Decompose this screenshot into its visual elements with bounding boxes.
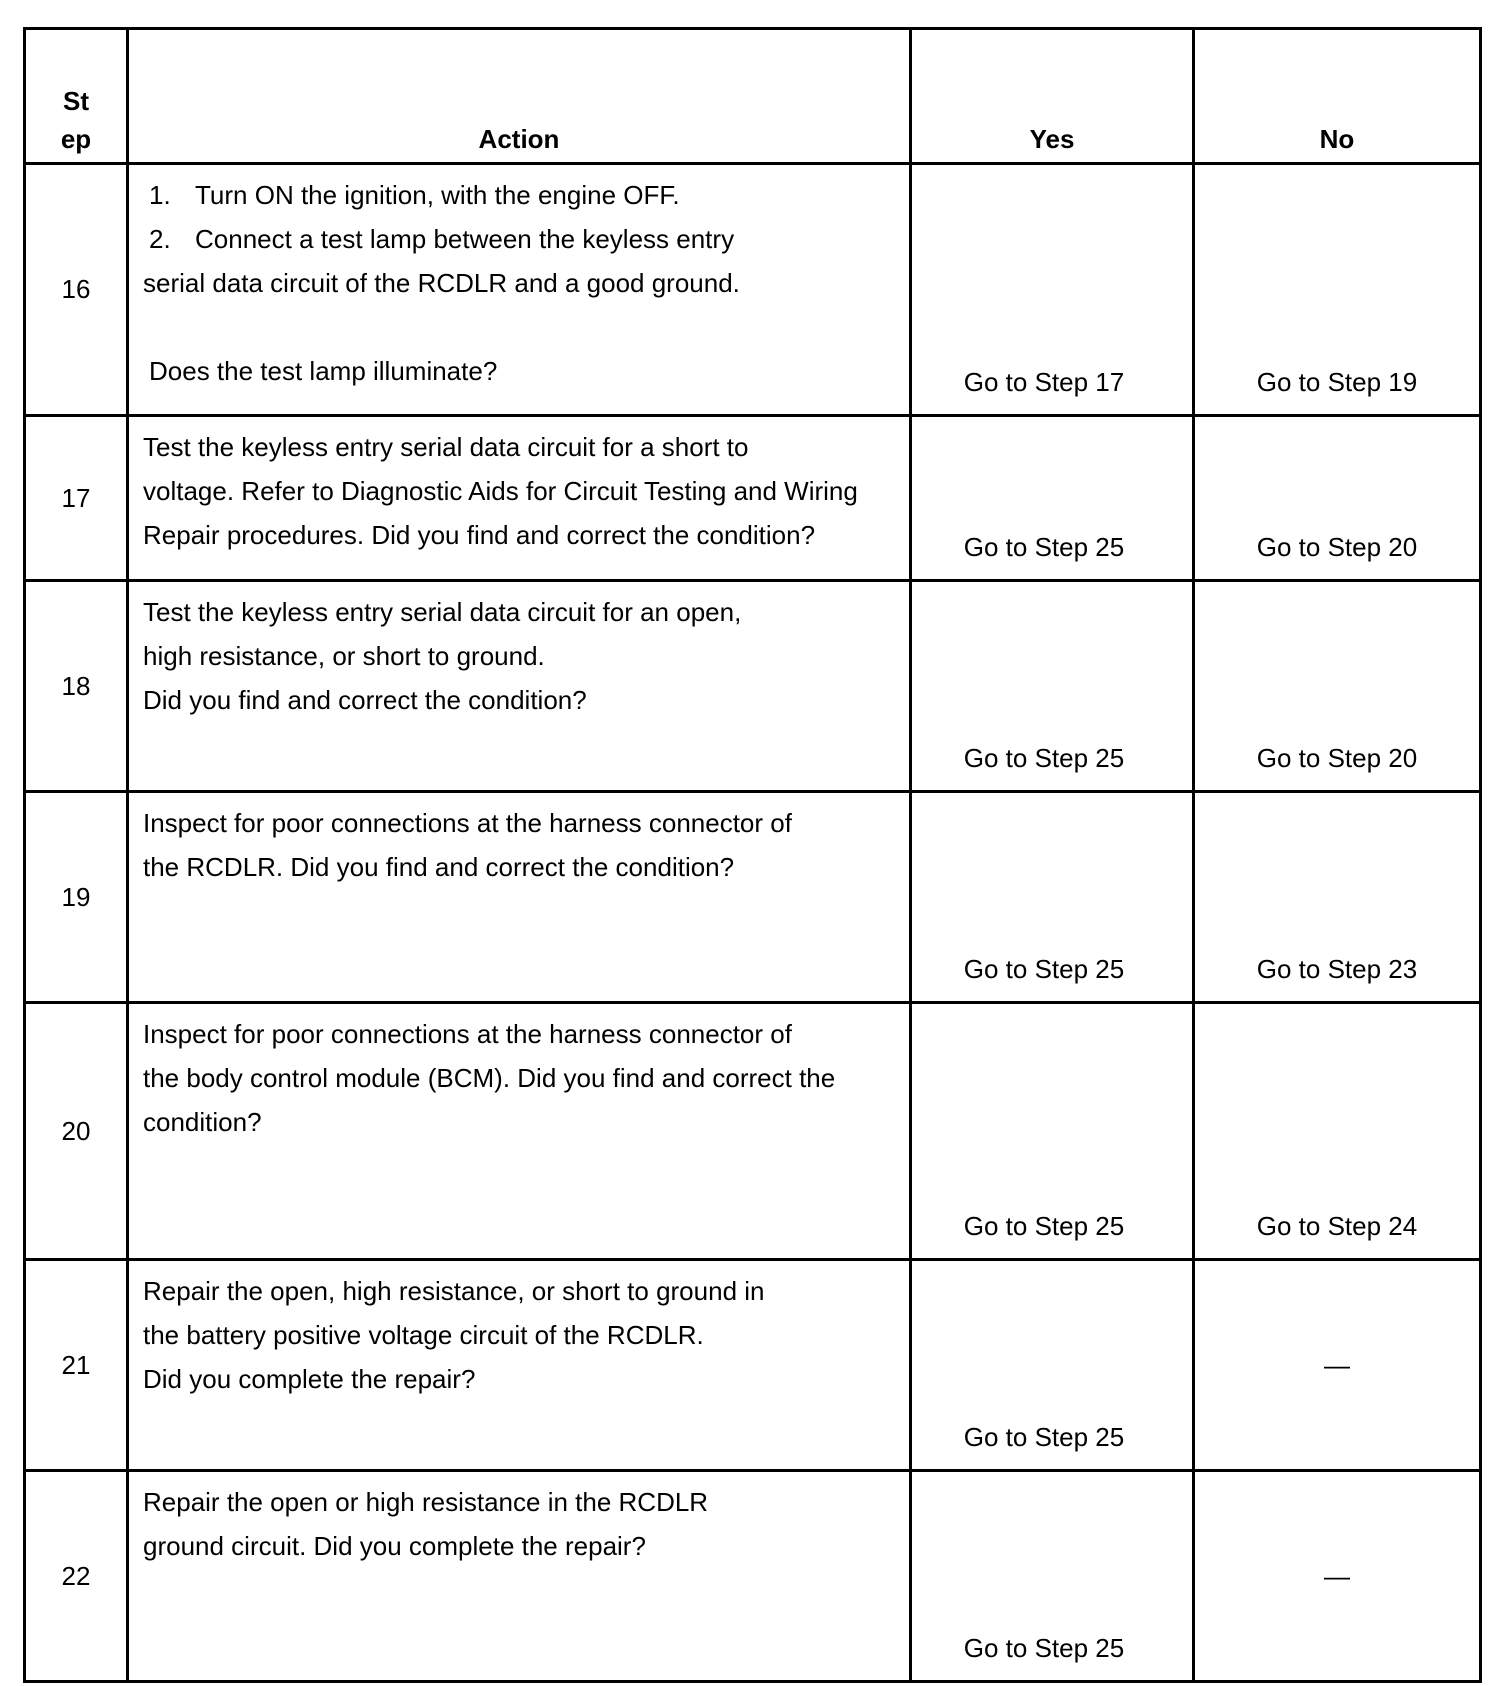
step-number: 18 xyxy=(25,581,128,792)
no-cell xyxy=(1194,416,1481,581)
yes-cell xyxy=(911,581,1194,792)
yes-cell xyxy=(911,416,1194,581)
no-cell xyxy=(1194,164,1481,416)
header-action: Action xyxy=(128,29,911,164)
yes-cell xyxy=(911,1260,1194,1471)
action-line: Repair procedures. Did you find and correct the condition? xyxy=(143,520,816,550)
action-cell xyxy=(128,1260,911,1471)
header-yes: Yes xyxy=(911,29,1194,164)
action-line: high resistance, or short to ground. xyxy=(143,641,545,671)
list-number: 2. xyxy=(149,224,171,254)
table-row xyxy=(25,416,1481,581)
header-no: No xyxy=(1194,29,1481,164)
action-cell xyxy=(128,416,911,581)
action-cell xyxy=(128,1003,911,1260)
yes-result: Go to Step 17 xyxy=(963,367,1125,397)
yes-result: Go to Step 25 xyxy=(963,532,1125,562)
yes-result: Go to Step 25 xyxy=(963,1422,1125,1452)
table-row xyxy=(25,1260,1481,1471)
yes-cell xyxy=(911,1003,1194,1260)
action-line: voltage. Refer to Diagnostic Aids for Circuit Testing and Wiring xyxy=(143,476,858,506)
action-line: Repair the open, high resistance, or short to ground in xyxy=(143,1276,765,1306)
no-cell xyxy=(1194,1471,1481,1682)
action-line: Inspect for poor connections at the harness connector of xyxy=(143,1019,792,1049)
step-number: 22 xyxy=(25,1471,128,1682)
no-result: Go to Step 20 xyxy=(1256,532,1418,562)
action-line: Did you find and correct the condition? xyxy=(143,685,587,715)
yes-result: Go to Step 25 xyxy=(963,954,1125,984)
action-line: Did you complete the repair? xyxy=(143,1364,476,1394)
table-row xyxy=(25,1471,1481,1682)
action-text: Connect a test lamp between the keyless entry xyxy=(195,224,735,254)
action-line: the battery positive voltage circuit of the RCDLR. xyxy=(143,1320,704,1350)
step-number: 17 xyxy=(25,416,128,581)
yes-result: Go to Step 25 xyxy=(963,1211,1125,1241)
action-line: condition? xyxy=(143,1107,262,1137)
action-line xyxy=(143,173,903,217)
yes-cell xyxy=(911,164,1194,416)
no-result: — xyxy=(1324,1560,1350,1591)
step-number: 20 xyxy=(25,1003,128,1260)
diagnostic-table xyxy=(23,27,1482,1683)
table-row xyxy=(25,1003,1481,1260)
action-cell xyxy=(128,164,911,416)
yes-result: Go to Step 25 xyxy=(963,1633,1125,1663)
action-line: Test the keyless entry serial data circuit for a short to xyxy=(143,432,749,462)
no-cell xyxy=(1194,1260,1481,1471)
action-text: Turn ON the ignition, with the engine OFF. xyxy=(195,180,680,210)
no-cell xyxy=(1194,581,1481,792)
no-result: Go to Step 20 xyxy=(1256,743,1418,773)
step-number: 16 xyxy=(25,164,128,416)
no-cell xyxy=(1194,1003,1481,1260)
no-result: Go to Step 24 xyxy=(1256,1211,1418,1241)
action-line: the body control module (BCM). Did you find and correct the xyxy=(143,1063,836,1093)
header-row xyxy=(25,29,1481,164)
step-number: 19 xyxy=(25,792,128,1003)
action-line: Repair the open or high resistance in the RCDLR xyxy=(143,1487,709,1517)
no-cell xyxy=(1194,792,1481,1003)
no-result: Go to Step 19 xyxy=(1256,367,1418,397)
yes-cell xyxy=(911,1471,1194,1682)
table-row xyxy=(25,581,1481,792)
step-number: 21 xyxy=(25,1260,128,1471)
yes-result: Go to Step 25 xyxy=(963,743,1125,773)
action-cell xyxy=(128,792,911,1003)
header-step-line1: St xyxy=(63,86,89,116)
header-step-line2: ep xyxy=(60,124,92,154)
table-row xyxy=(25,792,1481,1003)
action-line: the RCDLR. Did you find and correct the condition? xyxy=(143,852,735,882)
action-line: serial data circuit of the RCDLR and a good ground. xyxy=(143,268,740,298)
yes-cell xyxy=(911,792,1194,1003)
action-line: ground circuit. Did you complete the repair? xyxy=(143,1531,646,1561)
no-result: Go to Step 23 xyxy=(1256,954,1418,984)
table-row xyxy=(25,164,1481,416)
header-step xyxy=(25,29,128,164)
action-cell xyxy=(128,1471,911,1682)
no-result: — xyxy=(1324,1349,1350,1380)
list-number: 1. xyxy=(149,180,171,210)
action-line: Inspect for poor connections at the harness connector of xyxy=(143,808,792,838)
action-question: Does the test lamp illuminate? xyxy=(149,356,498,386)
action-cell xyxy=(128,581,911,792)
action-line xyxy=(143,217,903,261)
action-line: Test the keyless entry serial data circuit for an open, xyxy=(143,597,742,627)
